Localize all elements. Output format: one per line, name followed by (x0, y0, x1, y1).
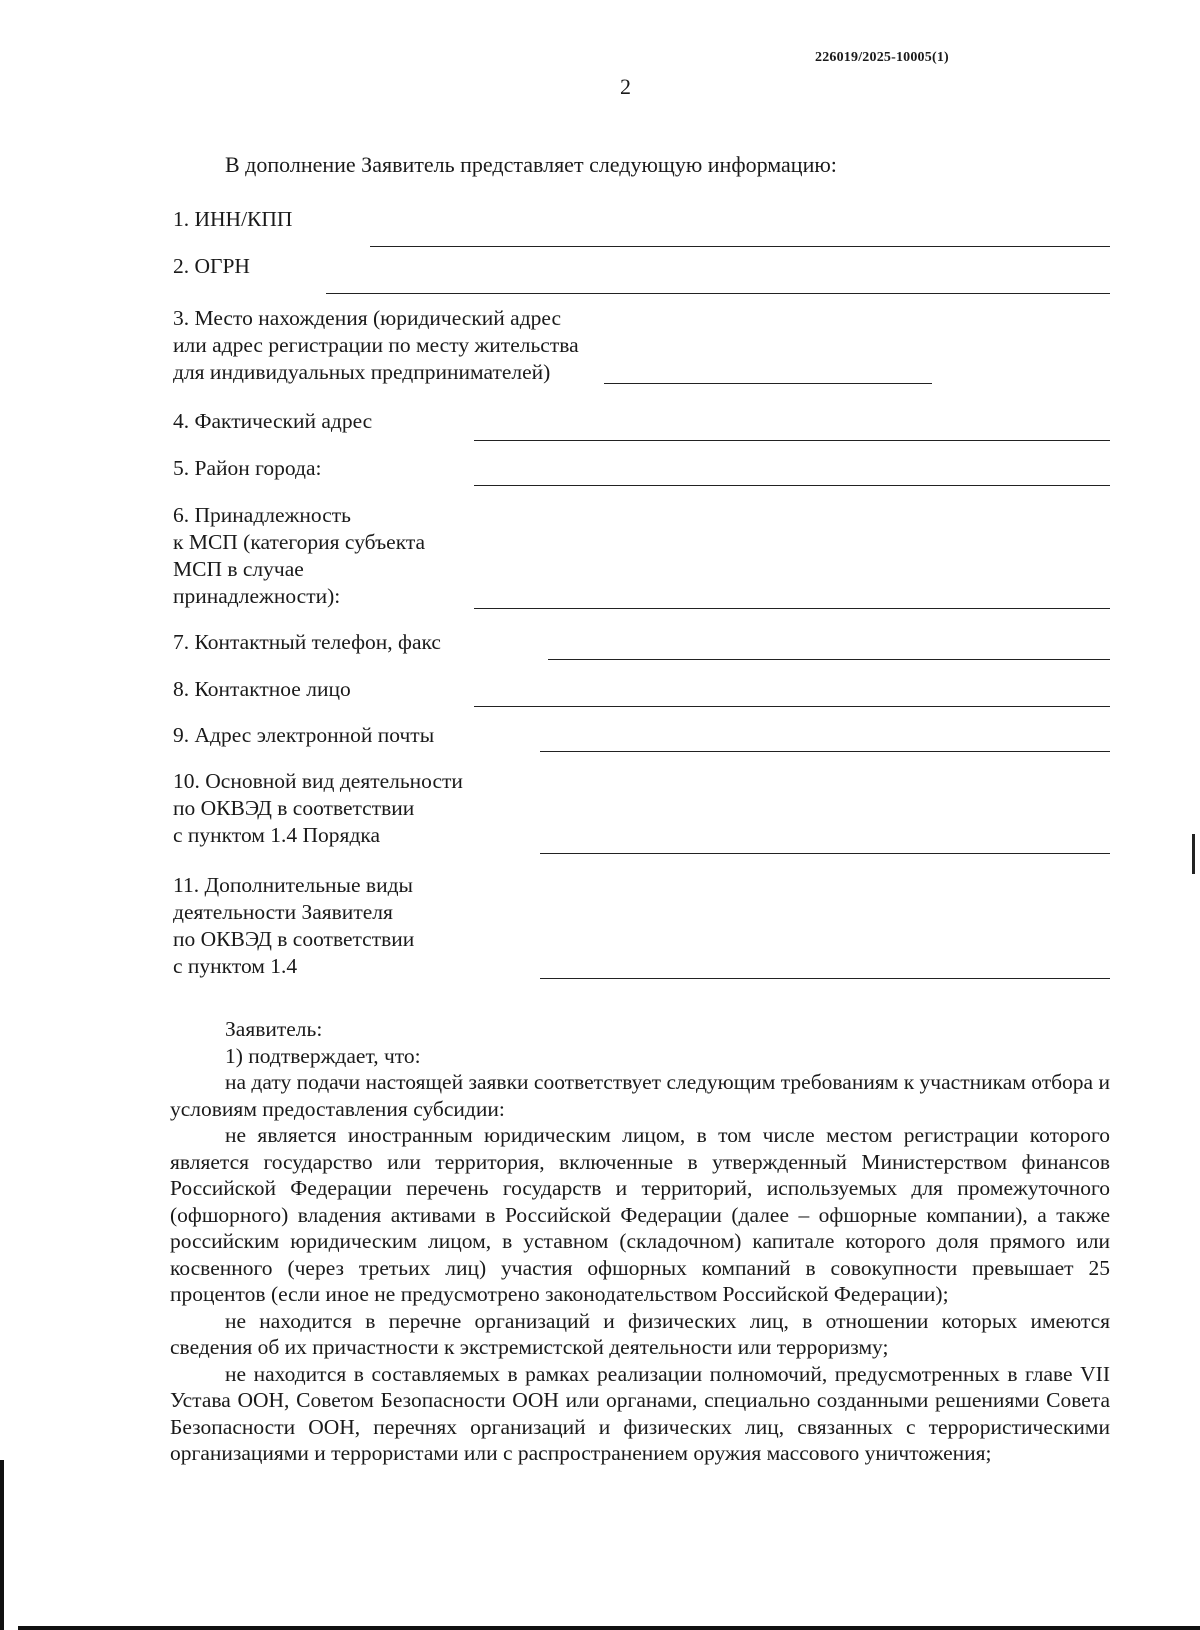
field-ogrn-label: 2. ОГРН (173, 254, 250, 278)
declaration-paragraph: не находится в составляемых в рамках реализации полномочий, предусмотренных в главе VII Устава ООН, Советом Безопасности ООН или органами, специально созданными решениями Совета Безопасности ООН, перечнях организаций и физических лиц, связанных с террористическими организациями и террористами или с распространением оружия массового уничтожения; (170, 1361, 1110, 1465)
field-sme-category-label: 6. Принадлежность к МСП (категория субъекта МСП в случае принадлежности): (173, 503, 426, 608)
field-sme-category-line[interactable] (474, 608, 1110, 609)
field-legal-address-label: 3. Место нахождения (юридический адрес или адрес регистрации по месту жительства для индивидуальных предпринимателей) (173, 306, 579, 384)
declaration-paragraph: не находится в перечне организаций и физических лиц, в отношении которых имеются сведения об их причастности к экстремистской деятельности или терроризму; (170, 1308, 1110, 1359)
field-main-activity-line[interactable] (540, 853, 1110, 854)
field-phone-fax-line[interactable] (548, 659, 1110, 660)
document-registration-number: 226019/2025-10005(1) (815, 50, 949, 65)
field-contact-person-label: 8. Контактное лицо (173, 677, 351, 701)
field-additional-activities-label: 11. Дополнительные виды деятельности Заявителя по ОКВЭД в соответствии с пунктом 1.4 (173, 873, 415, 978)
declaration-paragraph: на дату подачи настоящей заявки соответствует следующим требованиям к участникам отбора и условиям предоставления субсидии: (170, 1070, 1110, 1121)
field-city-district-line[interactable] (474, 485, 1110, 486)
page-number: 2 (620, 74, 631, 99)
intro-text: В дополнение Заявитель представляет следующую информацию: (225, 152, 837, 177)
field-inn-kpp-label: 1. ИНН/КПП (173, 207, 293, 231)
field-ogrn-line[interactable] (326, 293, 1110, 294)
field-main-activity-label: 10. Основной вид деятельности по ОКВЭД в соответствии с пунктом 1.4 Порядка (173, 769, 463, 847)
field-phone-fax-label: 7. Контактный телефон, факс (173, 630, 441, 654)
field-actual-address-line[interactable] (474, 440, 1110, 441)
applicant-label: Заявитель: (225, 1017, 323, 1041)
scan-artifact-mark (1192, 834, 1195, 874)
confirm-label: 1) подтверждает, что: (225, 1043, 421, 1068)
field-email-line[interactable] (540, 751, 1110, 752)
scan-edge-left (0, 1460, 4, 1630)
field-contact-person-line[interactable] (474, 706, 1110, 707)
field-legal-address-line[interactable] (604, 383, 932, 384)
field-email-label: 9. Адрес электронной почты (173, 723, 435, 747)
applicant-declaration (170, 1016, 1110, 1467)
field-additional-activities-line[interactable] (540, 978, 1110, 979)
field-actual-address-label: 4. Фактический адрес (173, 409, 373, 433)
scan-edge-bottom (18, 1626, 1200, 1630)
field-inn-kpp-line[interactable] (370, 246, 1110, 247)
field-city-district-label: 5. Район города: (173, 456, 322, 480)
declaration-paragraph: не является иностранным юридическим лицом, в том числе местом регистрации которого является государство или территория, включенные в утвержденный Министерством финансов Российской Федерации перечень государств и территорий, используемых для промежуточного (офшорного) владения активами в Российской Федерации (далее – офшорные компании), а также российским юридическим лицом, в уставном (складочном) капитале которого доля прямого или косвенного (через третьих лиц) участия офшорных компаний в совокупности превышает 25 процентов (если иное не предусмотрено законодательством Российской Федерации); (170, 1123, 1110, 1306)
